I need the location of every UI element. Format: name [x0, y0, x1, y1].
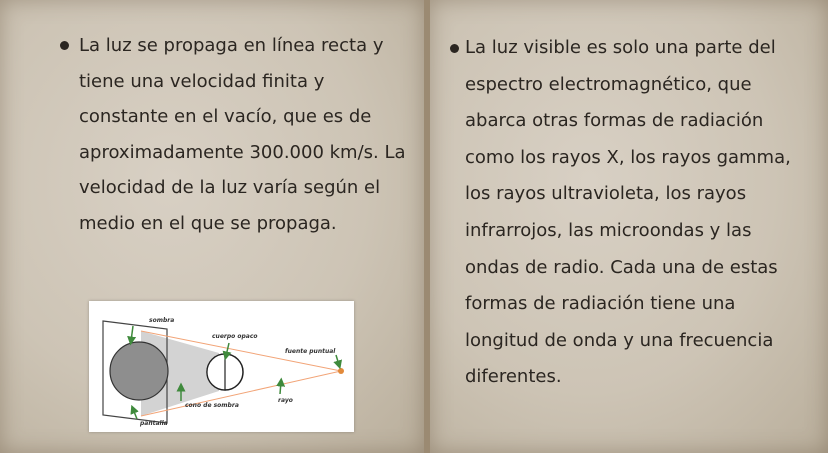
arrow-rayo [280, 382, 281, 394]
right-paragraph: La luz visible es solo una parte del espectro electromagnético, que abarca otras formas de radiación como los rayos X, los rayos gamma, los rayos ultravioleta, los rayos infrarrojos, las microondas y las ondas de radio. Cada una de estas formas de radiación tiene una longitud de onda y una frecuencia diferentes. [465, 37, 791, 388]
label-sombra: sombra [149, 317, 175, 324]
label-pantalla: pantalla [140, 420, 168, 427]
label-cuerpo-opaco: cuerpo opaco [212, 333, 258, 340]
arrow-sombra [131, 326, 133, 341]
left-paragraph: La luz se propaga en línea recta y tiene una velocidad finita y constante en el vacío, que es de aproximadamente 300.000 km/s. La velocidad de la luz varía según el medio en el que se propaga. [79, 35, 406, 234]
shadow-circle [110, 342, 168, 400]
point-source [338, 368, 344, 374]
label-cono-de-sombra: cono de sombra [185, 402, 239, 409]
arrow-pantalla [133, 409, 137, 419]
shadow-diagram [89, 301, 354, 432]
bullet-left [60, 41, 69, 50]
label-rayo: rayo [278, 397, 293, 404]
label-fuente-puntual: fuente puntual [285, 348, 336, 355]
shadow-diagram-svg [89, 301, 354, 432]
bullet-right [450, 44, 459, 53]
arrow-fuente-puntual [336, 355, 339, 365]
